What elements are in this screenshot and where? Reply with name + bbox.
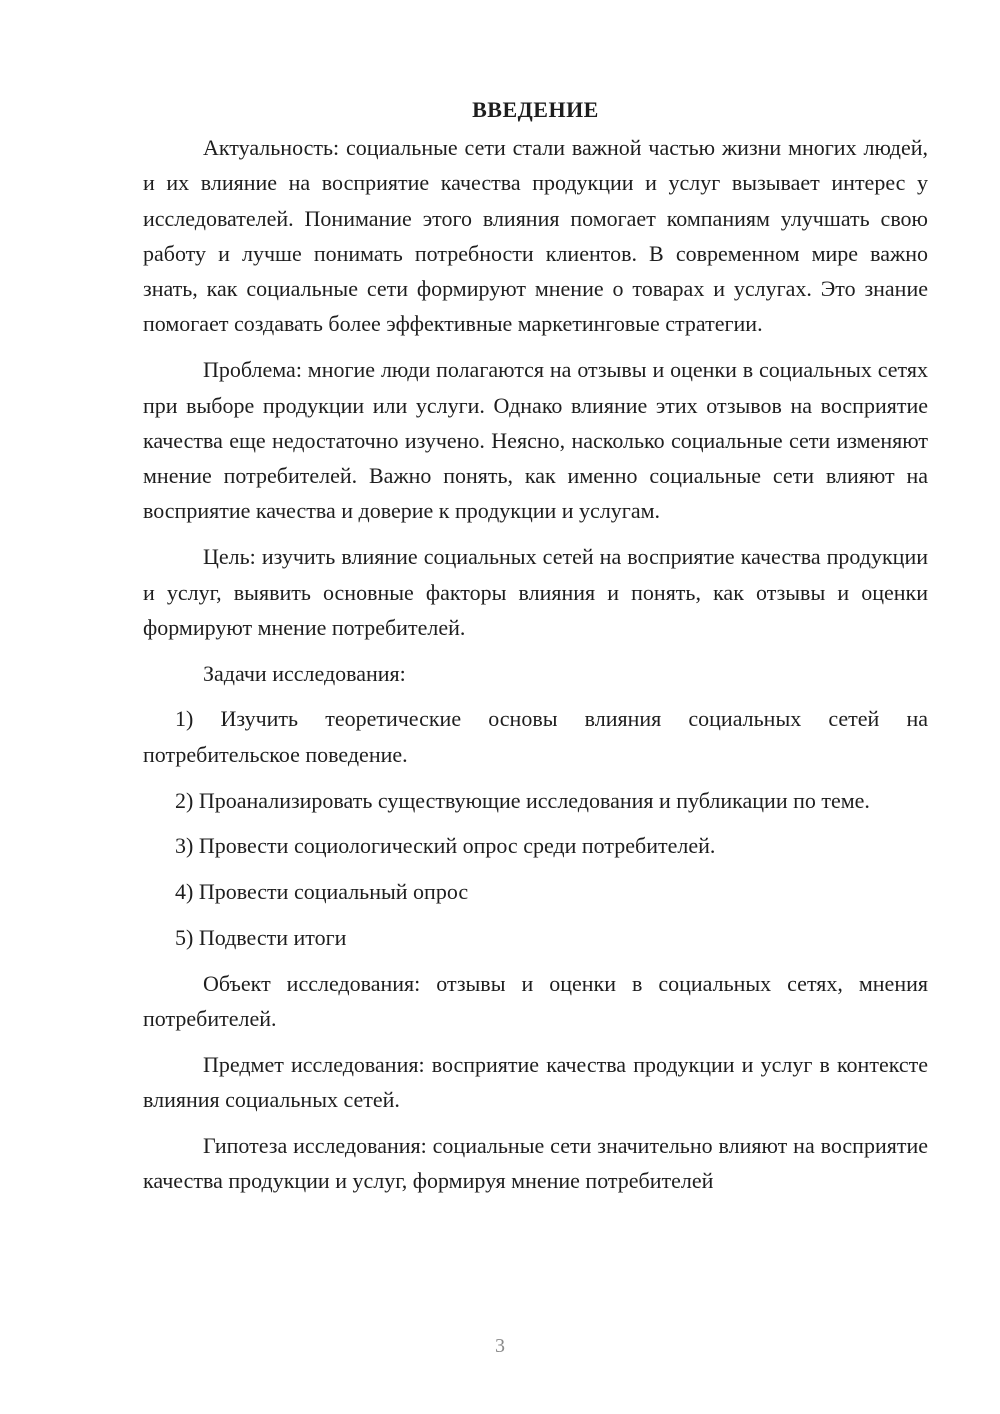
tasks-heading: Задачи исследования:	[203, 660, 406, 686]
paragraph-hypothesis: Гипотеза исследования: социальные сети значительно влияют на восприятие качества продукции и услуг, формируя мнение потребителей	[143, 1132, 928, 1194]
page-title: ВВЕДЕНИЕ	[472, 97, 599, 122]
task-item-3: 3) Провести социологический опрос среди потребителей.	[175, 833, 716, 859]
document-page	[143, 92, 928, 1199]
task-item-1: 1) Изучить теоретические основы влияния социальных сетей на потребительское поведение.	[143, 706, 928, 767]
paragraph-relevance: Актуальность: социальные сети стали важной частью жизни многих людей, и их влияние на восприятие качества продукции и услуг вызывает интерес у исследователей. Понимание этого влияния помогает компаниям улучшать свою работу и лучше понимать потребности клиентов. В современном мире важно знать, как социальные сети формируют мнение о товарах и услугах. Это знание помогает создавать более эффективные маркетинговые стратегии.	[143, 135, 928, 337]
paragraph-goal: Цель: изучить влияние социальных сетей на восприятие качества продукции и услуг, выявить основные факторы влияния и понять, как отзывы и оценки формируют мнение потребителей.	[143, 544, 928, 640]
task-item-5: 5) Подвести итоги	[175, 924, 347, 950]
paragraph-problem: Проблема: многие люди полагаются на отзывы и оценки в социальных сетях при выборе продукции или услуги. Однако влияние этих отзывов на восприятие качества еще недостаточно изучено. Неясно, насколько социальные сети изменяют мнение потребителей. Важно понять, как именно социальные сети влияют на восприятие качества и доверие к продукции и услугам.	[143, 357, 928, 524]
page-number: 3	[495, 1335, 505, 1357]
task-item-2: 2) Проанализировать существующие исследования и публикации по теме.	[175, 787, 870, 813]
task-item-4: 4) Провести социальный опрос	[175, 879, 469, 905]
paragraph-object: Объект исследования: отзывы и оценки в социальных сетях, мнения потребителей.	[143, 970, 928, 1032]
paragraph-subject: Предмет исследования: восприятие качества продукции и услуг в контексте влияния социальных сетей.	[143, 1051, 928, 1113]
